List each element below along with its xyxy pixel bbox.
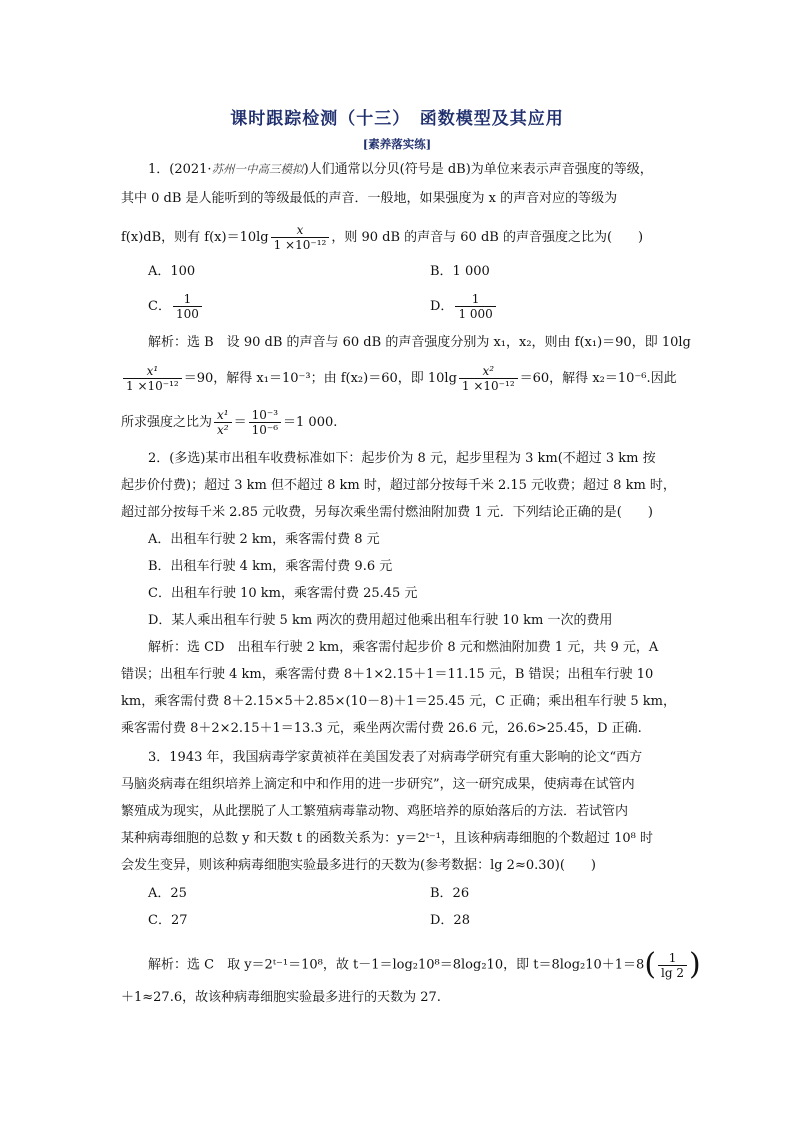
q1-solution-line-1: 解析：选 B 设 90 dB 的声音与 60 dB 的声音强度分别为 x₁，x₂，则由 f(x₁)＝90，即 10lg	[148, 335, 691, 350]
q3-line-4: 某种病毒细胞的总数 y 和天数 t 的函数关系为：y＝2ᵗ⁻¹，且该种病毒细胞的个数超过 10⁸ 时	[121, 831, 654, 846]
q3-option-d: D．28	[430, 913, 470, 928]
q1-option-c: C． $\frac{1}{100}$	[148, 292, 204, 321]
q1-line-3: f(x)dB，则有 f(x)＝10lg $\frac{x}{\text{1 ×10⁻¹²}}$ ，则 90 dB 的声音与 60 dB 的声音强度之比为( )	[121, 223, 644, 252]
q3-solution-line-2: ＋1≈27.6，故该种病毒细胞实验最多进行的天数为 27.	[121, 990, 441, 1005]
q1-option-a: A．100	[148, 264, 196, 279]
q3-line-3: 繁殖成为现实，从此摆脱了人工繁殖病毒靠动物、鸡胚培养的原始落后的方法．若试管内	[121, 804, 629, 819]
q3-line-1: 3．1943 年，我国病毒学家黄祯祥在美国发表了对病毒学研究有重大影响的论文“西方	[148, 750, 643, 765]
q1-line-2: 其中 0 dB 是人能听到的等级最低的声音．一般地，如果强度为 x 的声音对应的等级为	[121, 191, 618, 206]
q2-option-a: A．出租车行驶 2 km，乘客需付费 8 元	[148, 532, 380, 547]
q3-solution-line-1: 解析：选 C 取 y＝2ᵗ⁻¹＝10⁸，故 t－1＝log₂10⁸＝8log₂10，即 t＝8log₂10＋1＝8( $\frac{1}{\lg 2}$ )	[148, 947, 701, 982]
q3-line-2: 马脑炎病毒在组织培养上滴定和中和作用的进一步研究”，这一研究成果，使病毒在试管内	[121, 777, 635, 792]
q1-fraction: $\frac{x}{\text{1 ×10⁻¹²}}$	[271, 223, 330, 252]
q2-line-3: 超过部分按每千米 2.85 元收费，另每次乘坐需付燃油附加费 1 元．下列结论正确的是( )	[121, 505, 653, 520]
q2-option-d: D．某人乘出租车行驶 5 km 两次的费用超过他乘出租车行驶 10 km 一次的费用	[148, 613, 613, 628]
q2-option-c: C．出租车行驶 10 km，乘客需付费 25.45 元	[148, 586, 418, 601]
q3-option-a: A．25	[148, 886, 187, 901]
q1-option-d: D． $\frac{1}{1 000}$	[430, 292, 498, 321]
q1-solution-line-2: $\frac{\text{x¹}}{\text{1 ×10⁻¹²}}$ ＝90，解得 x₁＝10⁻³；由 f(x₂)＝60，即 10lg $\frac{\text{x²}}{\text{1 ×10⁻¹²}}$ ＝60，解得 x₂＝10⁻⁶.因此	[121, 364, 677, 393]
q1-option-b: B．1 000	[430, 264, 490, 279]
page-title: 课时跟踪检测（十三） 函数模型及其应用	[230, 109, 564, 129]
q2-solution-line-2: 错误；出租车行驶 4 km，乘客需付费 8＋1×2.15＋1＝11.15 元，B 错误；出租车行驶 10	[121, 667, 654, 682]
q1-line-1: 1．(2021·苏州一中高三模拟)人们通常以分贝(符号是 dB)为单位来表示声音强度的等级，	[148, 162, 653, 177]
q2-solution-line-3: km，乘客需付费 8＋2.15×5＋2.85×(10－8)＋1＝25.45 元，C 正确；乘出租车行驶 5 km，	[121, 694, 676, 709]
q3-option-b: B．26	[430, 886, 470, 901]
q1-source: 苏州一中高三模拟	[211, 162, 304, 176]
q2-line-1: 2．(多选)某市出租车收费标准如下：起步价为 8 元，起步里程为 3 km(不超过 3 km 按	[148, 451, 656, 466]
q2-solution-line-1: 解析：选 CD 出租车行驶 2 km，乘客需付起步价 8 元和燃油附加费 1 元，共 9 元，A	[148, 640, 659, 655]
section-subtitle: [素养落实练]	[362, 137, 432, 151]
q3-line-5: 会发生变异，则该种病毒细胞实验最多进行的天数为(参考数据：lg 2≈0.30)( )	[121, 858, 597, 873]
q1-solution-line-3: 所求强度之比为 $\frac{\text{x¹}}{\text{x²}}$ ＝ $\frac{\text{10⁻³}}{\text{10⁻⁶}}$ ＝1 000.	[121, 408, 338, 437]
q3-option-c: C．27	[148, 913, 188, 928]
q2-solution-line-4: 乘客需付费 8＋2×2.15＋1＝13.3 元，乘坐两次需付费 26.6 元，26.6>25.45，D 正确.	[121, 721, 642, 736]
q2-line-2: 起步价付费)；超过 3 km 但不超过 8 km 时，超过部分按每千米 2.15 元收费；超过 8 km 时，	[121, 478, 676, 493]
q2-option-b: B．出租车行驶 4 km，乘客需付费 9.6 元	[148, 559, 393, 574]
